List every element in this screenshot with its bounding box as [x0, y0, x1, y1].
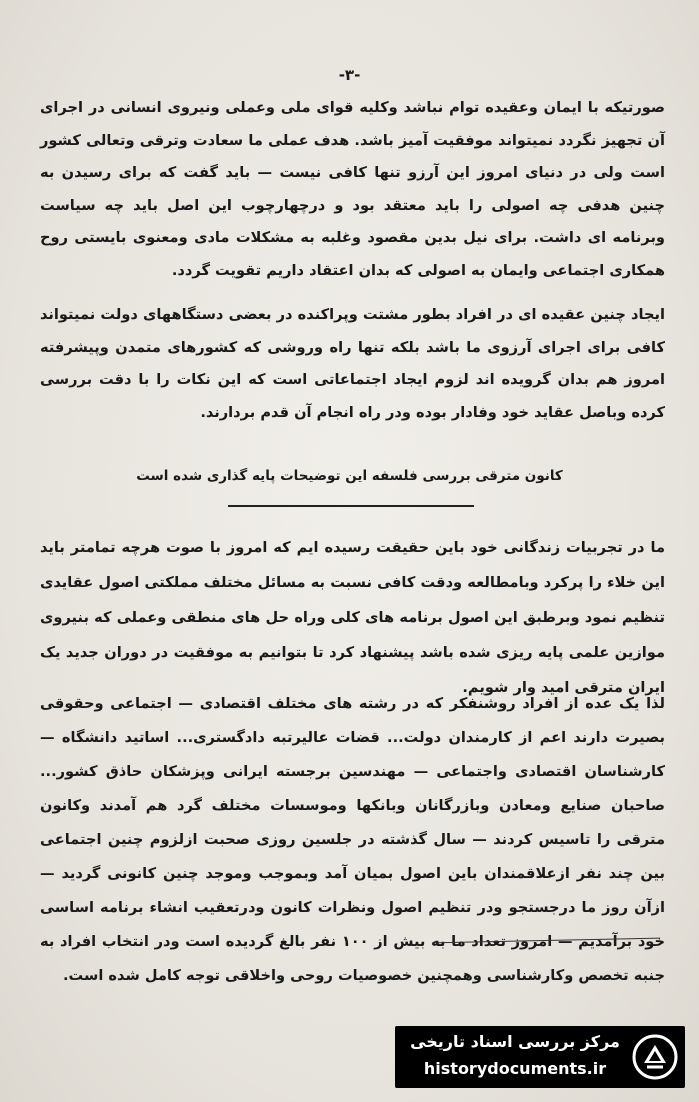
watermark-badge	[395, 1026, 685, 1088]
paragraph-4: لذا یک عده از افراد روشنفکر که در رشته های مختلف اقتصادی — اجتماعی وحقوقی بصیرت دارند اعم از کارمندان دولت... قضات عالیرتبه دادگستری... اساتید دانشگاه — کارشناسان اقتصادی واجتماعی — مهندسین برجسته ایرانی وپزشکان حاذق کشور... صاحبان صنایع ومعادن وبازرگانان وبانکها وموسسات مختلف گرد هم آمدند وکانون مترقی را تاسیس کردند — سال گذشته در جلسین روزی صحبت ازلزوم چنین اجتماعی بین چند نفر ازعلاقمندان باین اصول بمیان آمد وبموجب وموجد چنین کانونی گردید — ازآن روز ما درجستجو ودر تنظیم اصول ونظرات کانون ودرتعقیب انشاء برنامه اساسی خود برآمدیم — امروز تعداد ما به بیش از ۱۰۰ نفر بالغ گردیده است ودر انتخاب افراد به جنبه تخصص وکارشناسی وهمچنین خصوصیات روحی واخلاقی توجه کامل شده است.	[40, 695, 665, 984]
section-heading: کانون مترقی بررسی فلسفه این توضیحات پایه گذاری شده است	[136, 468, 563, 484]
watermark-url: historydocuments.ir	[423, 1059, 607, 1078]
document-logo-icon	[631, 1033, 679, 1081]
paragraph-1: صورتیکه با ایمان وعقیده توام نباشد وکلیه قوای ملی وعملی ونیروی انسانی در اجرای آن تجهیز نگردد نمیتواند موفقیت آمیز باشد. هدف عملی ما سعادت وترقی وتعالی کشور است ولی در دنیای امروز این آرزو تنها کافی نیست — باید گفت که برای رسیدن به چنین هدفی چه اصولی را باید معتقد بود و درچهارچوب این اصل باید چه سیاست وبرنامه ای داشت. برای نیل بدین مقصود وغلبه به مشکلات مادی ومعنوی بایستی روح همکاری اجتماعی وایمان به اصولی که بدان اعتقاد داریم تقویت گردد.	[40, 99, 665, 279]
heading-underline-rule	[228, 505, 474, 507]
watermark-name: مرکز بررسی اسناد تاریخی	[410, 1032, 620, 1051]
paragraph-3: ما در تجربیات زندگانی خود باین حقیقت رسیده ایم که امروز با صوت هرچه تمامتر باید این خلاء را پرکرد وبامطالعه ودقت کافی نسبت به مسائل مختلف مملکتی اصول عقایدی تنظیم نمود وبرطبق این اصول برنامه های کلی وراه حل های منطقی وعملی که بنیروی موازین علمی پایه ریزی شده باشد پیشنهاد کرد تا بتوانیم به موفقیت در دوران جدید یک ایران مترقی امید وار شویم.	[40, 539, 665, 696]
page-number: -۳-	[338, 66, 361, 84]
paragraph-2: ایجاد چنین عقیده ای در افراد بطور مشتت وپراکنده در بعضی دستگاههای دولت نمیتواند کافی برای اجرای آرزوی ما باشد بلکه تنها راه وروشی که کشورهای متمدن وپیشرفته امروز هم بدان گرویده اند لزوم ایجاد اجتماعاتی است که این نکات را با دقت بررسی کرده وباصل عقاید خود وفادار بوده ودر راه انجام آن قدم بردارند.	[40, 306, 665, 421]
